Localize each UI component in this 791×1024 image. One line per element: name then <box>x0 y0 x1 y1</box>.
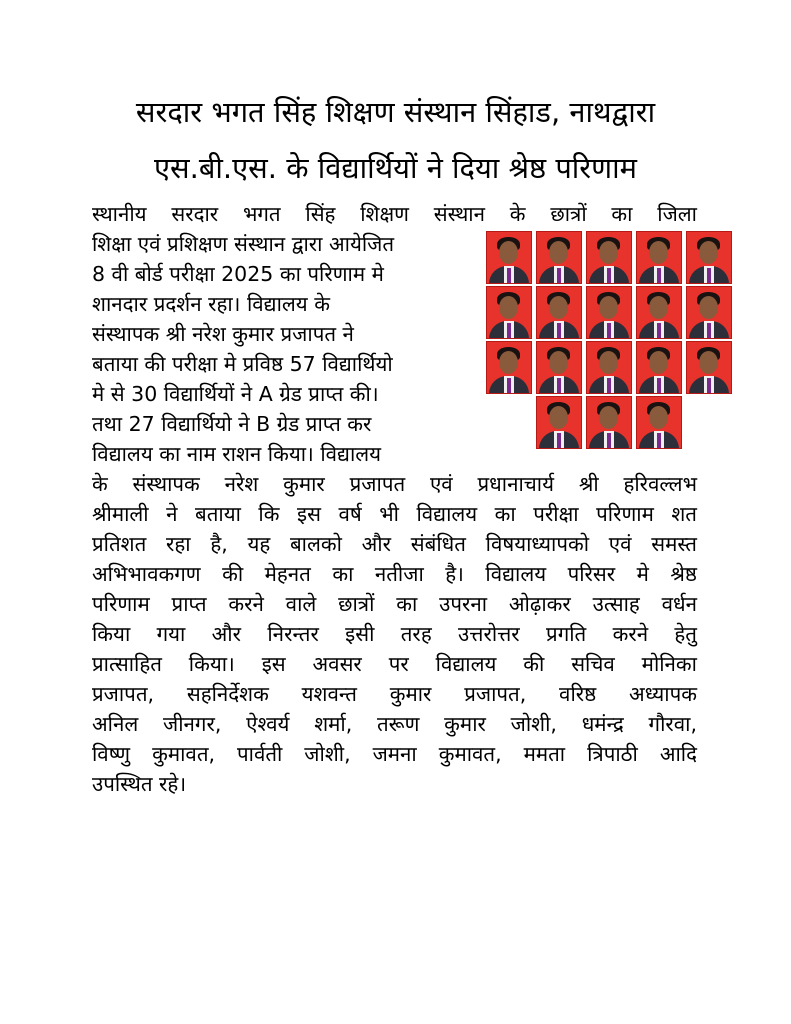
student-photo <box>536 341 582 394</box>
body-line: विष्णु कुमावत, पार्वती जोशी, जमना कुमावत, ममता त्रिपाठी आदि <box>92 742 697 766</box>
student-photo <box>536 286 582 339</box>
student-photo <box>586 396 632 449</box>
body-line: के संस्थापक नरेश कुमार प्रजापत एवं प्रधानाचार्य श्री हरिवल्लभ <box>92 472 697 496</box>
student-photo <box>586 286 632 339</box>
body-line: शानदार प्रदर्शन रहा। विद्यालय के <box>92 292 330 316</box>
student-photo <box>536 231 582 284</box>
student-photo <box>636 231 682 284</box>
body-line: अभिभावकगण की मेहनत का नतीजा है। विद्यालय परिसर मे श्रेष्ठ <box>92 562 697 586</box>
body-line: प्रतिशत रहा है, यह बालको और संबंधित विषयाध्यापको एवं समस्त <box>92 532 697 556</box>
body-line: किया गया और निरन्तर इसी तरह उत्तरोत्तर प्रगति करने हेतु <box>92 622 697 646</box>
body-line: विद्यालय का नाम राशन किया। विद्यालय <box>92 442 382 466</box>
student-photo-grid <box>486 231 736 451</box>
body-line: उपस्थित रहे। <box>92 772 187 796</box>
body-line: परिणाम प्राप्त करने वाले छात्रों का उपरना ओढ़ाकर उत्साह वर्धन <box>92 592 697 616</box>
body-line: प्रात्साहित किया। इस अवसर पर विद्यालय की सचिव मोनिका <box>92 652 697 676</box>
body-line: संस्थापक श्री नरेश कुमार प्रजापत ने <box>92 322 354 346</box>
student-photo <box>586 341 632 394</box>
student-photo <box>686 341 732 394</box>
body-line: स्थानीय सरदार भगत सिंह शिक्षण संस्थान के छात्रों का जिला <box>92 202 697 226</box>
headline-title: सरदार भगत सिंह शिक्षण संस्थान सिंहाड, नाथद्वारा <box>135 95 656 129</box>
student-photo <box>486 286 532 339</box>
student-photo <box>486 341 532 394</box>
headline-subtitle: एस.बी.एस. के विद्यार्थियों ने दिया श्रेष्ठ परिणाम <box>154 151 637 185</box>
student-photo <box>486 231 532 284</box>
body-line: श्रीमाली ने बताया कि इस वर्ष भी विद्यालय का परीक्षा परिणाम शत <box>92 502 697 526</box>
student-photo <box>636 396 682 449</box>
body-line: शिक्षा एवं प्रशिक्षण संस्थान द्वारा आयेजित <box>92 232 395 256</box>
student-photo <box>636 341 682 394</box>
body-line: अनिल जीनगर, ऐश्वर्य शर्मा, तरूण कुमार जोशी, धमंन्द्र गौरवा, <box>92 712 697 736</box>
body-line: प्रजापत, सहनिर्देशक यशवन्त कुमार प्रजापत, वरिष्ठ अध्यापक <box>92 682 697 706</box>
student-photo <box>586 231 632 284</box>
student-photo <box>536 396 582 449</box>
body-line: 8 वी बोर्ड परीक्षा 2025 का परिणाम मे <box>92 262 384 286</box>
body-line: तथा 27 विद्यार्थियो ने B ग्रेड प्राप्त कर <box>92 412 372 436</box>
student-photo <box>686 231 732 284</box>
body-line: बताया की परीक्षा मे प्रविष्ठ 57 विद्यार्थियो <box>92 352 393 376</box>
student-photo <box>686 286 732 339</box>
body-line: मे से 30 विद्यार्थियों ने A ग्रेड प्राप्त की। <box>92 382 379 406</box>
student-photo <box>636 286 682 339</box>
